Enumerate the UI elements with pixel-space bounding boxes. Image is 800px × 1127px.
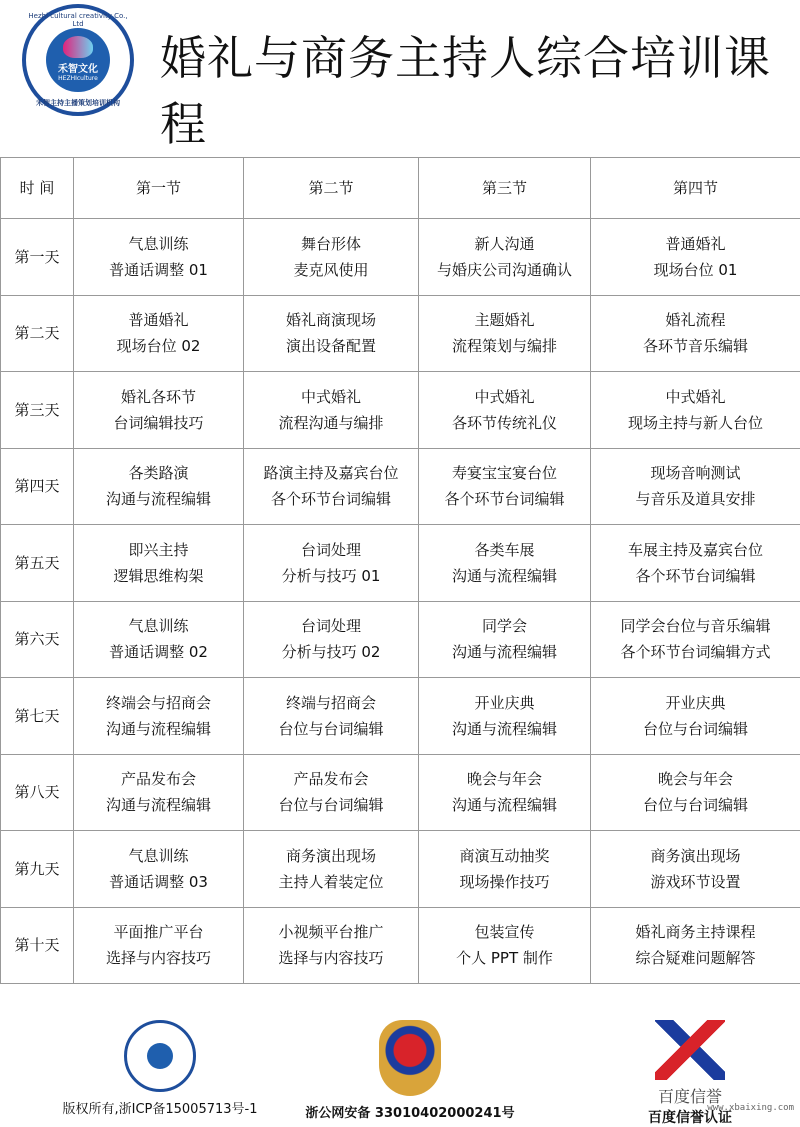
session-cell (74, 831, 244, 908)
session-line: 各个环节台词编辑方式 (620, 643, 771, 662)
table-row (1, 219, 800, 296)
session-line: 与音乐及道具安排 (635, 490, 756, 509)
police-badge-icon (379, 1020, 441, 1096)
table-row (1, 678, 800, 755)
session-line: 台位与台词编辑 (642, 719, 748, 738)
day-label: 第七天 (1, 678, 74, 755)
brand-seal-icon (124, 1020, 196, 1092)
session-line: 各个环节台词编辑 (635, 566, 756, 585)
session-line: 寿宴宝宝宴台位 (451, 464, 557, 483)
session-cell (419, 601, 591, 678)
session-cell (244, 295, 419, 372)
session-cell (74, 448, 244, 525)
baidu-credibility-icon (655, 1020, 725, 1080)
session-cell (74, 219, 244, 296)
session-line: 综合疑难问题解答 (635, 949, 756, 968)
session-line: 产品发布会 (293, 770, 369, 789)
session-line: 现场操作技巧 (459, 872, 550, 891)
session-line: 晚会与年会 (657, 770, 733, 789)
session-line: 气息训练 (128, 617, 189, 636)
session-cell (244, 678, 419, 755)
logo-center (46, 28, 110, 92)
session-line: 气息训练 (128, 234, 189, 253)
session-line: 产品发布会 (120, 770, 196, 789)
table-row (1, 831, 800, 908)
session-line: 商务演出现场 (650, 846, 741, 865)
logo-cn: 禾智文化 (58, 64, 98, 75)
table-row (1, 907, 800, 984)
day-label: 第九天 (1, 831, 74, 908)
column-header: 时 间 (1, 158, 74, 219)
session-line: 中式婚礼 (474, 387, 535, 406)
logo-ring-bottom: 禾智主持主播策划培训机构 (36, 99, 120, 107)
session-line: 选择与内容技巧 (105, 949, 211, 968)
day-label: 第五天 (1, 525, 74, 602)
session-cell (74, 525, 244, 602)
session-line: 流程策划与编排 (451, 337, 557, 356)
session-cell (74, 601, 244, 678)
session-line: 晚会与年会 (466, 770, 542, 789)
watermark: www.xbaixing.com (707, 1103, 794, 1113)
session-line: 沟通与流程编辑 (451, 796, 557, 815)
session-cell (591, 219, 800, 296)
session-line: 台位与台词编辑 (642, 796, 748, 815)
column-header: 第四节 (591, 158, 800, 219)
logo-en: HEZHIculture (58, 75, 98, 82)
table-row (1, 525, 800, 602)
session-line: 沟通与流程编辑 (451, 566, 557, 585)
session-line: 主题婚礼 (474, 311, 535, 330)
session-line: 同学会台位与音乐编辑 (620, 617, 771, 636)
session-line: 逻辑思维构架 (113, 566, 204, 585)
session-cell (244, 907, 419, 984)
session-cell (74, 907, 244, 984)
brand-logo (22, 4, 134, 116)
session-line: 开业庆典 (474, 693, 535, 712)
session-cell (74, 754, 244, 831)
session-line: 台位与台词编辑 (278, 719, 384, 738)
session-cell (419, 907, 591, 984)
table-row (1, 754, 800, 831)
session-cell (591, 601, 800, 678)
session-cell (419, 219, 591, 296)
police-record-text: 浙公网安备 33010402000241号 (305, 1106, 515, 1121)
column-header: 第一节 (74, 158, 244, 219)
session-line: 游戏环节设置 (650, 872, 741, 891)
session-line: 台位与台词编辑 (278, 796, 384, 815)
session-line: 分析与技巧 02 (281, 643, 381, 662)
session-line: 现场台位 01 (653, 260, 738, 279)
session-line: 各类车展 (474, 540, 535, 559)
page-title: 婚礼与商务主持人综合培训课程 (160, 31, 771, 151)
session-line: 车展主持及嘉宾台位 (627, 540, 763, 559)
session-line: 婚礼商演现场 (285, 311, 376, 330)
session-cell (419, 525, 591, 602)
session-line: 普通话调整 03 (109, 872, 208, 891)
column-header: 第二节 (244, 158, 419, 219)
session-line: 各个环节台词编辑 (270, 490, 391, 509)
session-line: 舞台形体 (300, 234, 361, 253)
session-line: 沟通与流程编辑 (451, 719, 557, 738)
session-line: 新人沟通 (474, 234, 535, 253)
session-line: 普通婚礼 (665, 234, 726, 253)
session-line: 开业庆典 (665, 693, 726, 712)
day-label: 第四天 (1, 448, 74, 525)
session-line: 选择与内容技巧 (278, 949, 384, 968)
session-line: 与婚庆公司沟通确认 (436, 260, 572, 279)
session-line: 沟通与流程编辑 (451, 643, 557, 662)
footer-police (300, 1020, 520, 1121)
session-cell (244, 525, 419, 602)
session-line: 沟通与流程编辑 (105, 719, 211, 738)
session-cell (591, 295, 800, 372)
session-line: 路演主持及嘉宾台位 (263, 464, 399, 483)
session-line: 现场主持与新人台位 (627, 413, 763, 432)
session-cell (591, 831, 800, 908)
session-line: 普通话调整 01 (109, 260, 208, 279)
session-line: 流程沟通与编排 (278, 413, 384, 432)
session-line: 普通话调整 02 (109, 643, 208, 662)
footer-icp (50, 1020, 270, 1117)
session-line: 现场台位 02 (116, 337, 201, 356)
logo-ring-top: Hezhi cultural creativity Co., Ltd (28, 12, 128, 28)
session-cell (244, 448, 419, 525)
session-line: 中式婚礼 (300, 387, 361, 406)
session-cell (244, 754, 419, 831)
session-cell (591, 372, 800, 449)
session-line: 气息训练 (128, 846, 189, 865)
column-header: 第三节 (419, 158, 591, 219)
session-line: 商务演出现场 (285, 846, 376, 865)
session-line: 普通婚礼 (128, 311, 189, 330)
session-line: 小视频平台推广 (278, 923, 384, 942)
session-line: 各类路演 (128, 464, 189, 483)
session-cell (419, 678, 591, 755)
table-row (1, 448, 800, 525)
session-line: 演出设备配置 (285, 337, 376, 356)
session-cell (74, 678, 244, 755)
session-line: 终端与招商会 (285, 693, 376, 712)
session-line: 婚礼流程 (665, 311, 726, 330)
session-line: 个人 PPT 制作 (456, 949, 553, 968)
day-label: 第一天 (1, 219, 74, 296)
day-label: 第二天 (1, 295, 74, 372)
session-line: 台词处理 (300, 617, 361, 636)
session-cell (591, 754, 800, 831)
session-line: 商演互动抽奖 (459, 846, 550, 865)
session-line: 即兴主持 (128, 540, 189, 559)
day-label: 第三天 (1, 372, 74, 449)
session-cell (419, 372, 591, 449)
session-line: 平面推广平台 (113, 923, 204, 942)
session-cell (591, 678, 800, 755)
session-cell (74, 295, 244, 372)
session-line: 台词处理 (300, 540, 361, 559)
session-cell (244, 219, 419, 296)
session-cell (591, 907, 800, 984)
course-schedule-table (0, 157, 800, 984)
table-row (1, 295, 800, 372)
session-line: 同学会 (481, 617, 527, 636)
day-label: 第八天 (1, 754, 74, 831)
session-line: 各环节传统礼仪 (451, 413, 557, 432)
session-line: 终端会与招商会 (105, 693, 211, 712)
session-line: 沟通与流程编辑 (105, 796, 211, 815)
session-line: 麦克风使用 (293, 260, 369, 279)
session-line: 中式婚礼 (665, 387, 726, 406)
session-line: 包装宣传 (474, 923, 535, 942)
day-label: 第十天 (1, 907, 74, 984)
session-line: 现场音响测试 (650, 464, 741, 483)
session-line: 沟通与流程编辑 (105, 490, 211, 509)
baidu-logo-text: 百度信誉 (657, 1087, 722, 1106)
table-row (1, 372, 800, 449)
session-cell (591, 448, 800, 525)
session-cell (419, 754, 591, 831)
session-line: 婚礼商务主持课程 (635, 923, 756, 942)
session-cell (244, 601, 419, 678)
logo-mark-icon (63, 36, 93, 58)
session-line: 主持人着装定位 (278, 872, 384, 891)
session-cell (74, 372, 244, 449)
baidu-cert-text: 百度信誉认证 (648, 1110, 732, 1126)
icp-text: 版权所有,浙ICP备15005713号-1 (62, 1102, 258, 1117)
session-line: 台词编辑技巧 (113, 413, 204, 432)
table-header-row (1, 158, 800, 219)
session-cell (419, 831, 591, 908)
session-line: 婚礼各环节 (120, 387, 196, 406)
session-cell (419, 295, 591, 372)
session-line: 各个环节台词编辑 (444, 490, 565, 509)
session-cell (244, 372, 419, 449)
session-line: 分析与技巧 01 (281, 566, 381, 585)
session-line: 各环节音乐编辑 (642, 337, 748, 356)
day-label: 第六天 (1, 601, 74, 678)
session-cell (244, 831, 419, 908)
table-row (1, 601, 800, 678)
session-cell (591, 525, 800, 602)
session-cell (419, 448, 591, 525)
